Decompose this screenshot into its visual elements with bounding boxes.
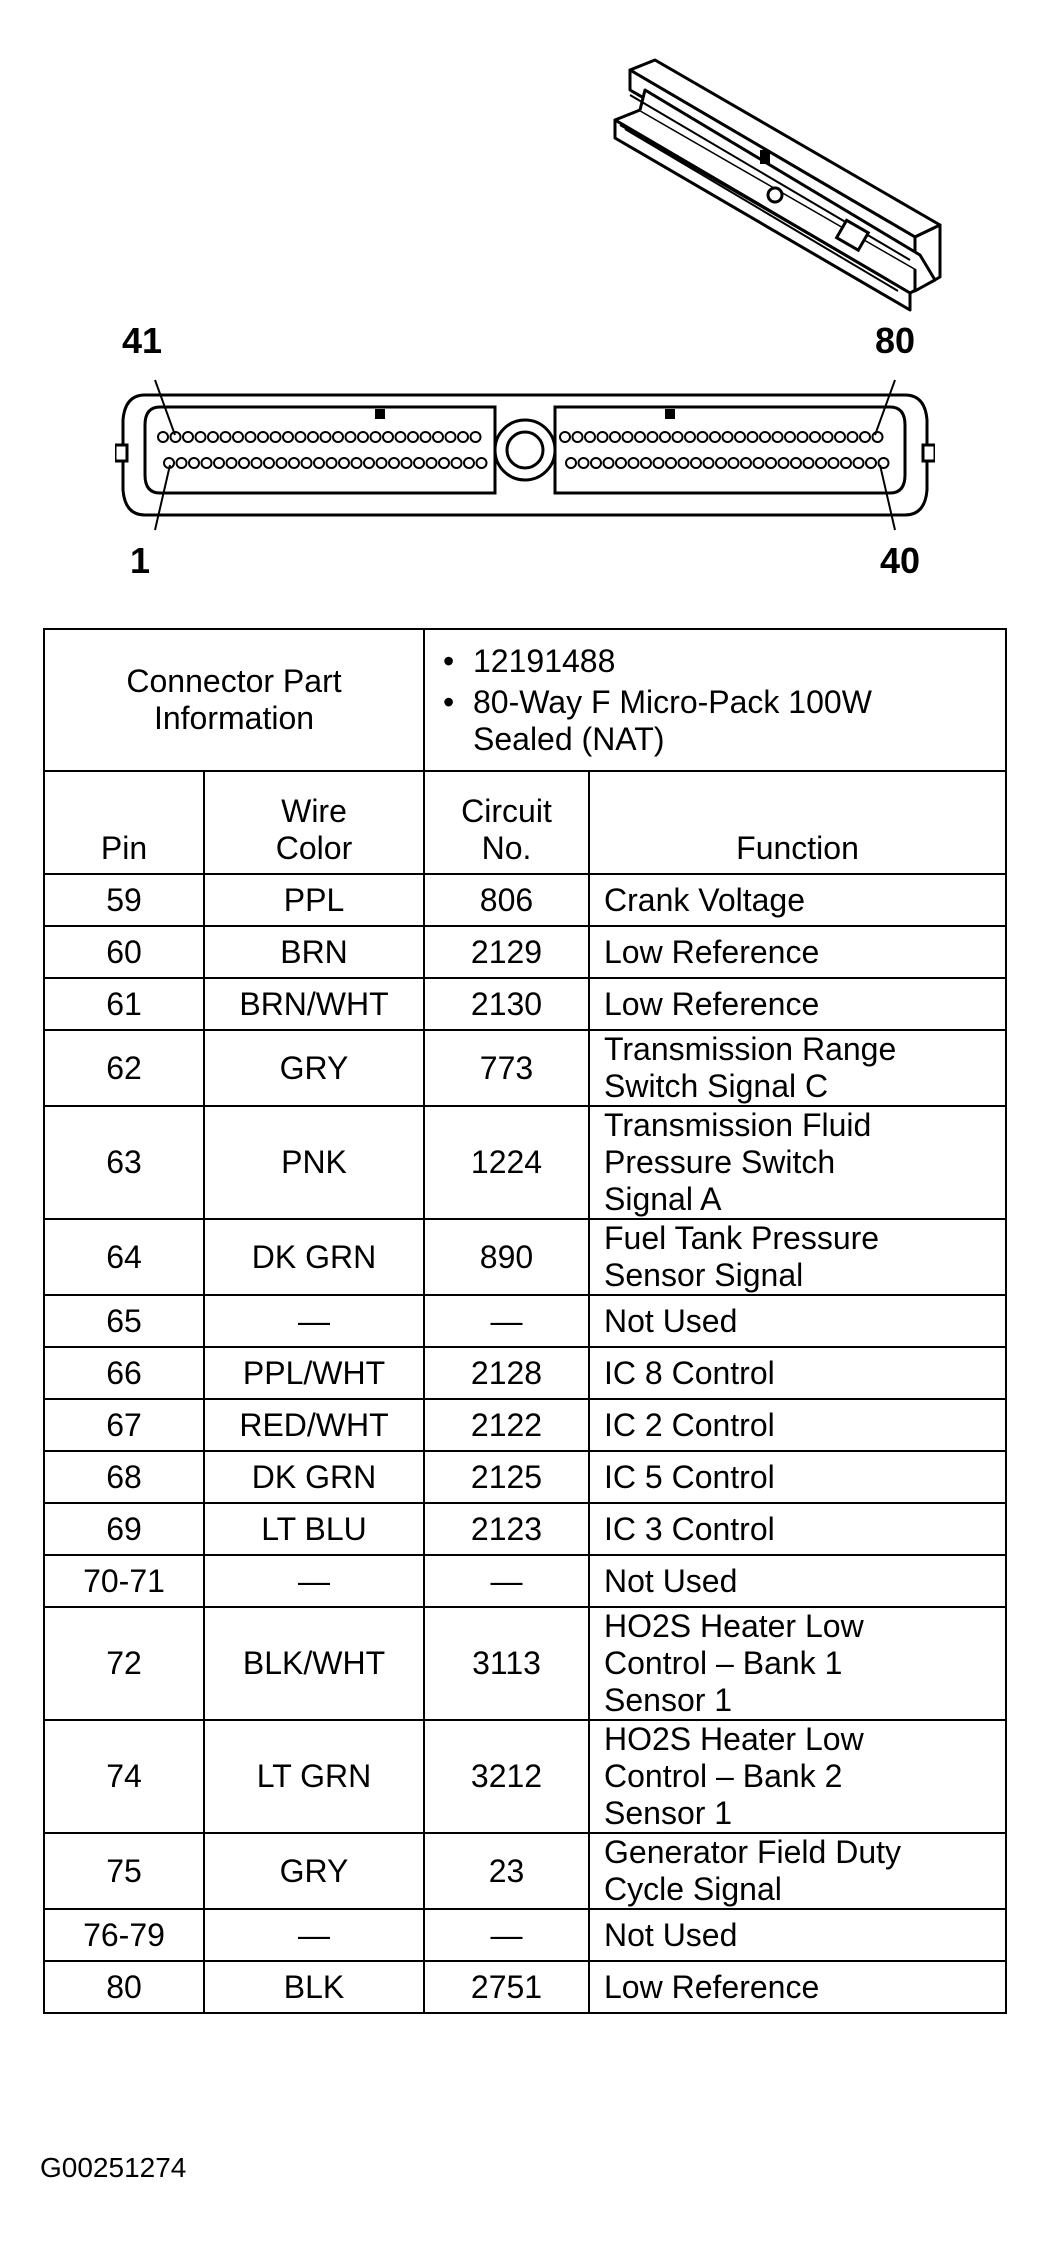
pin-hole: [302, 458, 312, 468]
table-row: [44, 1833, 1006, 1909]
function-cell: [589, 1295, 1006, 1347]
circuit-cell: 2129: [424, 926, 589, 978]
table-row: [44, 1555, 1006, 1607]
pin-hole: [239, 458, 249, 468]
function-line: Signal A: [604, 1181, 722, 1217]
pin-hole: [791, 458, 801, 468]
pin-hole: [741, 458, 751, 468]
pin-hole: [735, 432, 745, 442]
pin-hole: [716, 458, 726, 468]
pin-hole: [246, 432, 256, 442]
pin-hole: [835, 432, 845, 442]
function-line: Fuel Tank Pressure: [604, 1220, 880, 1256]
pin-hole: [202, 458, 212, 468]
pin-hole: [860, 432, 870, 442]
function-cell: [589, 1503, 1006, 1555]
pin-cell: 64: [44, 1219, 204, 1295]
header-circuit-no: Circuit No.: [424, 771, 589, 874]
function-cell: [589, 1607, 1006, 1720]
function-cell: [589, 978, 1006, 1030]
circuit-cell: 23: [424, 1833, 589, 1909]
function-cell: [589, 874, 1006, 926]
pin-cell: 67: [44, 1399, 204, 1451]
circuit-cell: 806: [424, 874, 589, 926]
table-row: [44, 1961, 1006, 2013]
pin-hole: [579, 458, 589, 468]
header-pin: Pin: [44, 771, 204, 874]
pin-label-1: 1: [130, 540, 151, 581]
function-cell: [589, 1106, 1006, 1219]
pin-hole: [252, 458, 262, 468]
table-row: [44, 874, 1006, 926]
table-row: [44, 1607, 1006, 1720]
wire-color-cell: —: [204, 1909, 424, 1961]
pin-hole: [396, 432, 406, 442]
pin-hole: [358, 432, 368, 442]
function-line: Switch Signal C: [604, 1068, 829, 1104]
function-line: Sensor Signal: [604, 1257, 804, 1293]
circuit-cell: —: [424, 1555, 589, 1607]
wire-color-cell: BLK: [204, 1961, 424, 2013]
pin-hole: [723, 432, 733, 442]
pin-hole: [421, 432, 431, 442]
function-line: Generator Field Duty: [604, 1834, 902, 1870]
circuit-cell: 3113: [424, 1607, 589, 1720]
function-line: Sensor 1: [604, 1682, 733, 1718]
wire-color-cell: GRY: [204, 1833, 424, 1909]
connector-description: • 80-Way F Micro-Pack 100W Sealed (NAT): [473, 684, 1005, 758]
table-row: [44, 1347, 1006, 1399]
wire-color-cell: PPL: [204, 874, 424, 926]
part-number: • 12191488: [473, 643, 1005, 680]
pin-hole: [591, 458, 601, 468]
connector-isometric-illustration: [600, 55, 960, 315]
connector-pinout-table: [43, 628, 1007, 2014]
pin-cell: 65: [44, 1295, 204, 1347]
pin-hole: [271, 432, 281, 442]
pin-hole: [158, 432, 168, 442]
pin-cell: 69: [44, 1503, 204, 1555]
pin-label-80: 80: [875, 320, 916, 361]
pin-cell: 68: [44, 1451, 204, 1503]
pin-hole: [389, 458, 399, 468]
circuit-cell: —: [424, 1295, 589, 1347]
pin-hole: [277, 458, 287, 468]
pin-hole: [458, 432, 468, 442]
connector-face-diagram: [115, 375, 935, 535]
pin-hole: [452, 458, 462, 468]
table-row: [44, 1720, 1006, 1833]
pin-hole: [866, 458, 876, 468]
pin-hole: [648, 432, 658, 442]
pin-hole: [798, 432, 808, 442]
pin-hole: [289, 458, 299, 468]
pin-hole: [258, 432, 268, 442]
wire-color-cell: BLK/WHT: [204, 1607, 424, 1720]
pin-hole: [660, 432, 670, 442]
pin-hole: [177, 458, 187, 468]
function-line: Not Used: [604, 1302, 738, 1339]
pin-hole: [629, 458, 639, 468]
pin-hole: [464, 458, 474, 468]
pin-hole: [785, 432, 795, 442]
table-row: [44, 1219, 1006, 1295]
pin-hole: [560, 432, 570, 442]
pin-label-40: 40: [880, 540, 921, 581]
wire-color-cell: DK GRN: [204, 1219, 424, 1295]
wire-color-cell: —: [204, 1555, 424, 1607]
table-row: [44, 1295, 1006, 1347]
pin-cell: 59: [44, 874, 204, 926]
function-line: HO2S Heater Low: [604, 1721, 864, 1757]
pin-hole: [439, 458, 449, 468]
table-row: [44, 1451, 1006, 1503]
pin-hole: [679, 458, 689, 468]
pin-cell: 60: [44, 926, 204, 978]
pin-hole: [666, 458, 676, 468]
pin-cell: 63: [44, 1106, 204, 1219]
function-line: Crank Voltage: [604, 881, 806, 918]
function-line: IC 3 Control: [604, 1510, 775, 1547]
circuit-cell: 2122: [424, 1399, 589, 1451]
pin-hole: [321, 432, 331, 442]
circuit-cell: —: [424, 1909, 589, 1961]
pin-cell: 80: [44, 1961, 204, 2013]
connector-part-info-title: Connector Part Information: [44, 629, 424, 771]
pin-hole: [604, 458, 614, 468]
function-line: Cycle Signal: [604, 1871, 782, 1907]
pin-hole: [654, 458, 664, 468]
connector-pin-holes: [158, 432, 889, 468]
function-cell: [589, 1030, 1006, 1106]
wire-color-cell: DK GRN: [204, 1451, 424, 1503]
function-line: Transmission Fluid: [604, 1107, 872, 1143]
pin-hole: [296, 432, 306, 442]
function-cell: [589, 1399, 1006, 1451]
circuit-cell: 1224: [424, 1106, 589, 1219]
pin-hole: [414, 458, 424, 468]
pin-hole: [691, 458, 701, 468]
function-line: Pressure Switch: [604, 1144, 836, 1180]
pin-hole: [816, 458, 826, 468]
pin-hole: [371, 432, 381, 442]
function-cell: [589, 1555, 1006, 1607]
pin-hole: [364, 458, 374, 468]
function-line: Low Reference: [604, 1968, 820, 2005]
table-row: [44, 978, 1006, 1030]
pin-cell: 74: [44, 1720, 204, 1833]
function-line: IC 5 Control: [604, 1458, 775, 1495]
table-row: [44, 926, 1006, 978]
pin-cell: 66: [44, 1347, 204, 1399]
pin-hole: [754, 458, 764, 468]
pin-hole: [673, 432, 683, 442]
pin-hole: [327, 458, 337, 468]
pin-hole: [573, 432, 583, 442]
function-cell: [589, 1720, 1006, 1833]
wire-color-cell: LT BLU: [204, 1503, 424, 1555]
circuit-cell: 773: [424, 1030, 589, 1106]
table-row: [44, 1909, 1006, 1961]
pin-hole: [471, 432, 481, 442]
circuit-cell: 2751: [424, 1961, 589, 2013]
pin-hole: [408, 432, 418, 442]
pin-hole: [873, 432, 883, 442]
header-function: Function: [589, 771, 1006, 874]
pin-hole: [227, 458, 237, 468]
function-cell: [589, 1909, 1006, 1961]
pin-hole: [427, 458, 437, 468]
pin-hole: [208, 432, 218, 442]
pin-hole: [283, 432, 293, 442]
pin-hole: [433, 432, 443, 442]
function-line: Low Reference: [604, 985, 820, 1022]
function-line: Sensor 1: [604, 1795, 733, 1831]
pin-hole: [829, 458, 839, 468]
function-cell: [589, 1961, 1006, 2013]
function-cell: [589, 1833, 1006, 1909]
circuit-cell: 890: [424, 1219, 589, 1295]
pin-hole: [610, 432, 620, 442]
pin-hole: [641, 458, 651, 468]
pin-hole: [848, 432, 858, 442]
function-line: Not Used: [604, 1916, 738, 1953]
pin-hole: [402, 458, 412, 468]
table-row: [44, 1503, 1006, 1555]
circuit-cell: 2130: [424, 978, 589, 1030]
function-line: Transmission Range: [604, 1031, 897, 1067]
wire-color-cell: LT GRN: [204, 1720, 424, 1833]
pin-hole: [635, 432, 645, 442]
table-row: [44, 1030, 1006, 1106]
pin-hole: [377, 458, 387, 468]
function-line: Control – Bank 2: [604, 1758, 843, 1794]
pin-hole: [698, 432, 708, 442]
pin-hole: [616, 458, 626, 468]
pin-hole: [189, 458, 199, 468]
pin-hole: [854, 458, 864, 468]
pin-hole: [766, 458, 776, 468]
pin-hole: [446, 432, 456, 442]
pin-hole: [339, 458, 349, 468]
connector-part-info-details: [424, 629, 1006, 771]
pin-hole: [810, 432, 820, 442]
pin-cell: 72: [44, 1607, 204, 1720]
table-row: [44, 1399, 1006, 1451]
wire-color-cell: BRN: [204, 926, 424, 978]
pin-cell: 61: [44, 978, 204, 1030]
pin-hole: [383, 432, 393, 442]
pin-hole: [308, 432, 318, 442]
pin-hole: [710, 432, 720, 442]
pin-hole: [333, 432, 343, 442]
pin-cell: 76-79: [44, 1909, 204, 1961]
function-line: HO2S Heater Low: [604, 1608, 864, 1644]
pin-hole: [585, 432, 595, 442]
pin-hole: [729, 458, 739, 468]
wire-color-cell: —: [204, 1295, 424, 1347]
pin-hole: [214, 458, 224, 468]
function-cell: [589, 1347, 1006, 1399]
circuit-cell: 3212: [424, 1720, 589, 1833]
pin-hole: [598, 432, 608, 442]
pin-hole: [346, 432, 356, 442]
pin-hole: [804, 458, 814, 468]
function-line: Not Used: [604, 1562, 738, 1599]
pin-cell: 62: [44, 1030, 204, 1106]
function-cell: [589, 926, 1006, 978]
header-wire-color: Wire Color: [204, 771, 424, 874]
function-line: Low Reference: [604, 933, 820, 970]
function-line: Control – Bank 1: [604, 1645, 843, 1681]
pin-hole: [352, 458, 362, 468]
pin-hole: [566, 458, 576, 468]
wire-color-cell: BRN/WHT: [204, 978, 424, 1030]
pin-hole: [748, 432, 758, 442]
circuit-cell: 2128: [424, 1347, 589, 1399]
table-row: [44, 1106, 1006, 1219]
pin-hole: [760, 432, 770, 442]
circuit-cell: 2123: [424, 1503, 589, 1555]
circuit-cell: 2125: [424, 1451, 589, 1503]
pin-hole: [264, 458, 274, 468]
wire-color-cell: PNK: [204, 1106, 424, 1219]
pin-hole: [779, 458, 789, 468]
wire-color-cell: RED/WHT: [204, 1399, 424, 1451]
function-cell: [589, 1219, 1006, 1295]
pin-hole: [233, 432, 243, 442]
function-line: IC 8 Control: [604, 1354, 775, 1391]
pin-hole: [477, 458, 487, 468]
pin-hole: [196, 432, 206, 442]
pin-hole: [685, 432, 695, 442]
pin-label-41: 41: [122, 320, 163, 361]
pin-hole: [623, 432, 633, 442]
pin-hole: [823, 432, 833, 442]
pin-hole: [221, 432, 231, 442]
pin-hole: [183, 432, 193, 442]
pin-hole: [704, 458, 714, 468]
function-line: IC 2 Control: [604, 1406, 775, 1443]
pin-hole: [314, 458, 324, 468]
pin-cell: 75: [44, 1833, 204, 1909]
pin-hole: [773, 432, 783, 442]
document-id: G00251274: [40, 2152, 187, 2183]
wire-color-cell: GRY: [204, 1030, 424, 1106]
pin-cell: 70-71: [44, 1555, 204, 1607]
function-cell: [589, 1451, 1006, 1503]
pin-hole: [841, 458, 851, 468]
wire-color-cell: PPL/WHT: [204, 1347, 424, 1399]
